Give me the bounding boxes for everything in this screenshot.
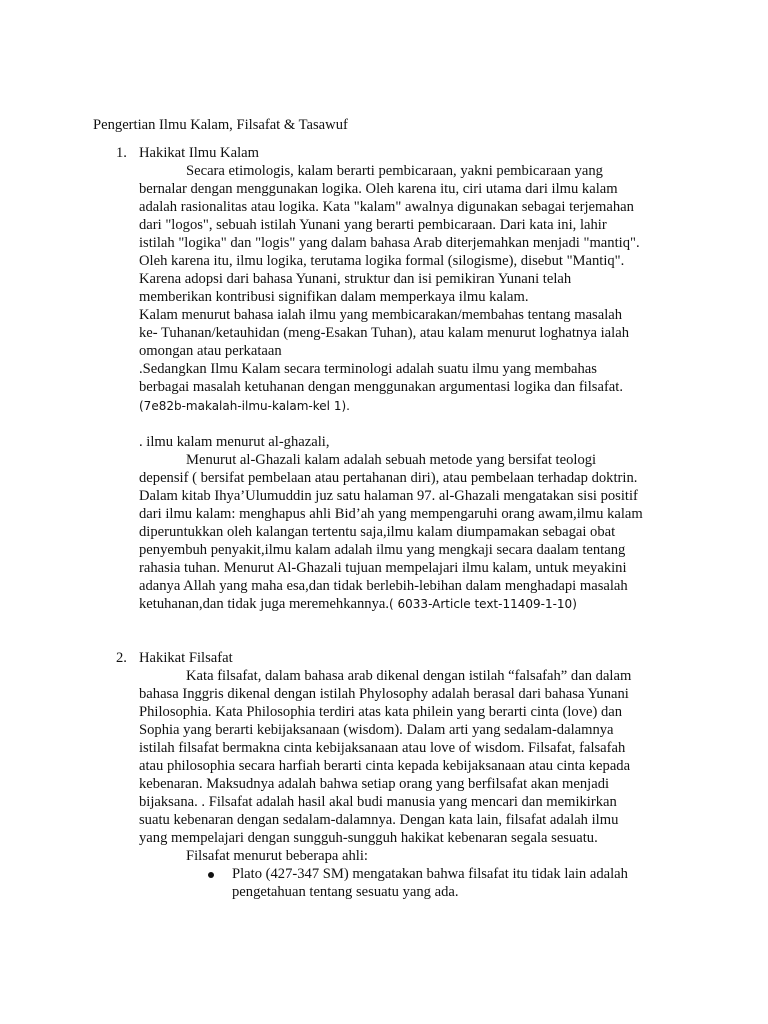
experts-heading: Filsafat menurut beberapa ahli: [186,848,368,864]
paragraph-line: dari "logos", sebuah istilah Yunani yang berarti pembicaraan. Dari kata ini, lahir [139,217,607,233]
paragraph-line: Sophia yang berarti kebijaksanaan (wisdom). Dalam arti yang sedalam-dalamnya [139,722,614,738]
paragraph-line: diperuntukkan oleh kalangan tertentu saja,ilmu kalam diumpamakan sebagai obat [139,524,616,540]
paragraph-line: bernalar dengan menggunakan logika. Oleh karena itu, ciri utama dari ilmu kalam [139,181,618,197]
paragraph-line: depensif ( bersifat pembelaan atau pertahanan diri), atau pembelaan terhadap doktrin. [139,470,638,486]
subsection-heading: . ilmu kalam menurut al-ghazali, [139,434,330,450]
paragraph-line: Secara etimologis, kalam berarti pembicaraan, yakni pembicaraan yang [186,163,603,179]
bullet-line: pengetahuan tentang sesuatu yang ada. [232,884,459,900]
paragraph-line-text: ketuhanan,dan tidak juga meremehkannya. [139,596,390,612]
paragraph-line: adalah rasionalitas atau logika. Kata "kalam" awalnya digunakan sebagai terjemahan [139,199,634,215]
paragraph-line: Kata filsafat, dalam bahasa arab dikenal dengan istilah “falsafah” dan dalam [186,668,632,684]
paragraph-line: yang mempelajari dengan sungguh-sungguh hakikat kebenaran segala sesuatu. [139,830,598,846]
citation-reference: (7e82b-makalah-ilmu-kalam-kel 1). [139,399,350,413]
paragraph-line: ke- Tuhanan/ketauhidan (meng-Esakan Tuhan), atau kalam menurut loghatnya ialah [139,325,629,341]
paragraph-line: atau philosophia secara harfiah berarti cinta kepada kebijaksanaan atau cinta kepada [139,758,631,774]
paragraph-line: berbagai masalah ketuhanan dengan menggunakan argumentasi logika dan filsafat. [139,379,623,395]
paragraph-line: bijaksana. . Filsafat adalah hasil akal budi manusia yang mencari dan memikirkan [139,794,617,810]
document-title: Pengertian Ilmu Kalam, Filsafat & Tasawuf [93,117,348,133]
paragraph-line [139,595,689,613]
paragraph-line: omongan atau perkataan [139,343,282,359]
paragraph-line: Philosophia. Kata Philosophia terdiri atas kata philein yang berarti cinta (love) dan [139,704,623,720]
citation-reference: ( 6033-Article text-11409-1-10) [389,597,577,611]
paragraph-line: Menurut al-Ghazali kalam adalah sebuah metode yang bersifat teologi [186,452,597,468]
paragraph-line: suatu kebenaran dengan sedalam-dalamnya. Dengan kata lain, filsafat adalah ilmu [139,812,619,828]
paragraph-line: kebenaran. Maksudnya adalah bahwa setiap orang yang berfilsafat akan menjadi [139,776,610,792]
paragraph-line: Kalam menurut bahasa ialah ilmu yang membicarakan/membahas tentang masalah [139,307,623,323]
section-heading: Hakikat Filsafat [139,650,233,666]
bullet-icon [208,872,214,878]
section-heading: Hakikat Ilmu Kalam [139,145,259,161]
paragraph-line: adanya Allah yang maha esa,dan tidak berlebih-lebihan dalam menghadapi masalah [139,578,628,594]
paragraph-line: Dalam kitab Ihya’Ulumuddin juz satu halaman 97. al-Ghazali mengatakan sisi positif [139,488,638,504]
section-number: 1. [116,145,127,161]
paragraph-line: bahasa Inggris dikenal dengan istilah Phylosophy adalah berasal dari bahasa Yunani [139,686,629,702]
paragraph-line: dari ilmu kalam: menghapus ahli Bid’ah yang mempengaruhi orang awam,ilmu kalam [139,506,643,522]
paragraph-line: memberikan kontribusi signifikan dalam memperkaya ilmu kalam. [139,289,529,305]
paragraph-line: rahasia tuhan. Menurut Al-Ghazali tujuan mempelajari ilmu kalam, untuk meyakini [139,560,627,576]
section-number: 2. [116,650,127,666]
paragraph-line: penyembuh penyakit,ilmu kalam adalah ilmu yang mengkaji secara daalam tentang [139,542,626,558]
bullet-line: Plato (427-347 SM) mengatakan bahwa filsafat itu tidak lain adalah [232,866,628,882]
paragraph-line: istilah "logika" dan "logis" yang dalam bahasa Arab diterjemahkan menjadi "mantiq". [139,235,640,251]
paragraph-line: Karena adopsi dari bahasa Yunani, struktur dan isi pemikiran Yunani telah [139,271,572,287]
paragraph-line: Oleh karena itu, ilmu logika, terutama logika formal (silogisme), disebut "Mantiq". [139,253,625,269]
paragraph-line: istilah filsafat bermakna cinta kebijaksanaan atau love of wisdom. Filsafat, falsafah [139,740,626,756]
paragraph-line: .Sedangkan Ilmu Kalam secara terminologi adalah suatu ilmu yang membahas [139,361,597,377]
